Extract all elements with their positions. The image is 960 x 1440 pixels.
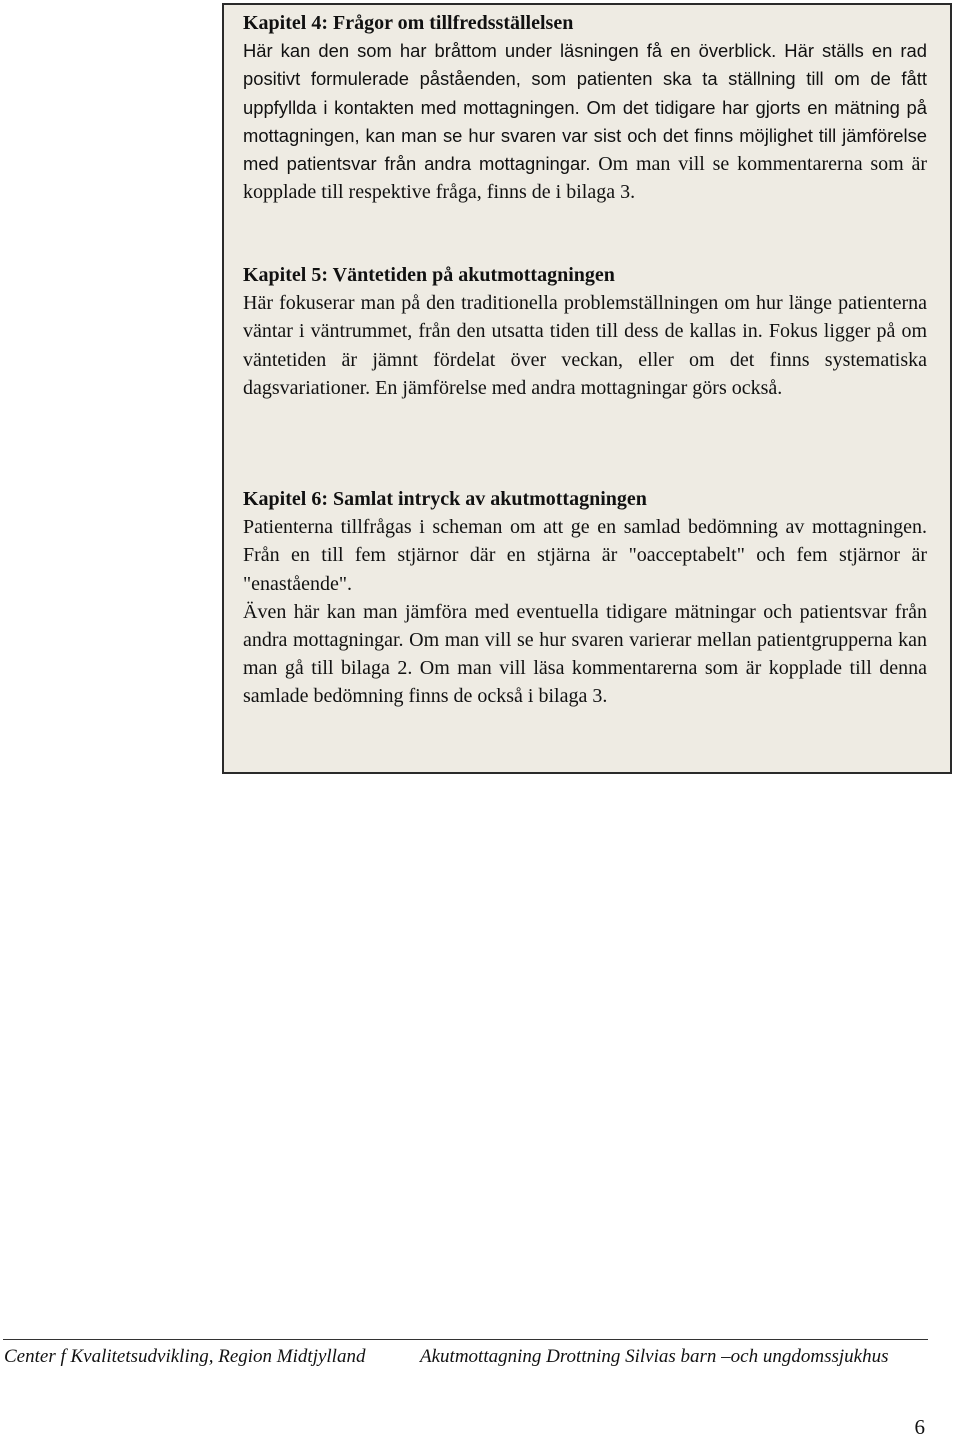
chapter-4-body	[243, 37, 927, 206]
footer-divider	[3, 1339, 928, 1340]
chapter-4-section	[243, 9, 927, 206]
chapter-4-body-sans: Här kan den som har bråttom under läsningen få en överblick. Här ställs en rad positivt formulerade påståenden, som patienten ska ta ställning till om de fått uppfyllda i kontakten med mottagningen. Om det tidigare har gjorts en mätning på mottagningen, kan man se hur svaren var sist och det finns möjlighet till jämförelse med patientsvar från andra mottagningar.	[243, 40, 927, 175]
chapter-5-section	[243, 261, 927, 402]
chapter-5-body: Här fokuserar man på den traditionella problemställningen om hur länge patienterna väntar i väntrummet, från den utsatta tiden till dess de kallas in. Fokus ligger på om väntetiden är jämnt fördelat över veckan, eller om det finns systematiska dagsvariationer. En jämförelse med andra mottagningar görs också.	[243, 292, 927, 399]
page-number: 6	[914, 1415, 925, 1439]
footer-report-title: Akutmottagning Drottning Silvias barn –och ungdomssjukhus	[420, 1346, 889, 1367]
chapter-4-body-serif: Om man vill se kommentarerna som är kopplade till respektive fråga, finns de i bilaga 3.	[243, 153, 927, 204]
chapter-6-heading: Kapitel 6: Samlat intryck av akutmottagningen	[243, 488, 647, 510]
chapter-6-body-2: Även här kan man jämföra med eventuella tidigare mätningar och patientsvar från andra mottagningar. Om man vill se hur svaren varierar mellan patientgrupperna kan man gå till bilaga 2. Om man vill läsa kommentarerna som är kopplade till denna samlade bedömning finns de också i bilaga 3.	[243, 600, 927, 708]
chapter-summary-box	[222, 3, 952, 774]
chapter-5-heading: Kapitel 5: Väntetiden på akutmottagningen	[243, 264, 615, 286]
footer-organization: Center f Kvalitetsudvikling, Region Midtjylland	[4, 1346, 366, 1367]
chapter-6-section	[243, 485, 927, 711]
chapter-4-heading: Kapitel 4: Frågor om tillfredsställelsen	[243, 12, 574, 34]
chapter-6-body-1: Patienterna tillfrågas i scheman om att ge en samlad bedömning av mottagningen. Från en till fem stjärnor där en stjärna är "oacceptabelt" och fem stjärnor är "enastående".	[243, 516, 927, 595]
